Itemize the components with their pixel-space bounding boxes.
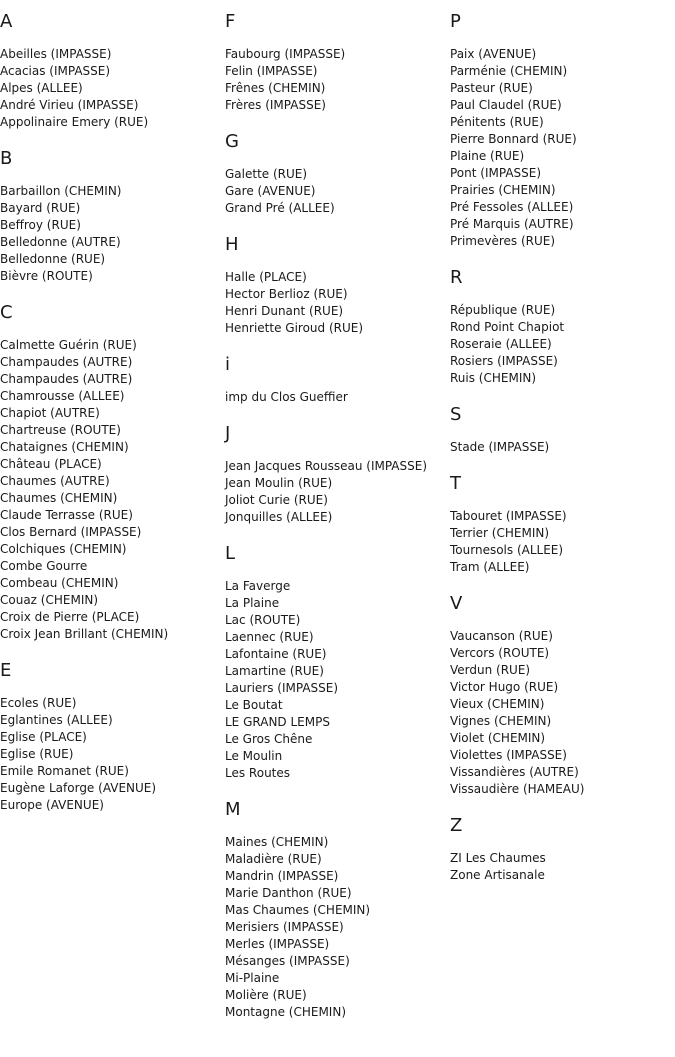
street-item: Montagne (CHEMIN)	[225, 1005, 346, 1019]
street-item: Champaudes (AUTRE)	[0, 372, 133, 386]
street-item: Pont (IMPASSE)	[450, 166, 542, 180]
street-item: Acacias (IMPASSE)	[0, 64, 111, 78]
letter-group-f	[225, 12, 427, 114]
letter-group-e	[0, 661, 168, 814]
street-item: Vaucanson (RUE)	[450, 629, 553, 643]
street-item: Paul Claudel (RUE)	[450, 98, 562, 112]
street-item: Belledonne (AUTRE)	[0, 235, 121, 249]
letter-group-s	[450, 405, 584, 456]
street-item: Jean Moulin (RUE)	[225, 476, 333, 490]
street-list	[225, 578, 427, 782]
letter-heading: H	[225, 234, 239, 255]
street-item: Le Boutat	[225, 698, 283, 712]
street-list	[225, 46, 427, 114]
letter-heading: B	[0, 148, 13, 169]
street-item: Lafontaine (RUE)	[225, 647, 327, 661]
street-item: Clos Bernard (IMPASSE)	[0, 525, 142, 539]
street-column-2	[225, 0, 427, 1039]
street-item: Croix Jean Brillant (CHEMIN)	[0, 627, 169, 641]
street-item: Felin (IMPASSE)	[225, 64, 318, 78]
street-item: Combeau (CHEMIN)	[0, 576, 119, 590]
street-item: Joliot Curie (RUE)	[225, 493, 328, 507]
street-item: Mésanges (IMPASSE)	[225, 954, 350, 968]
street-item: Chartreuse (ROUTE)	[0, 423, 121, 437]
street-item: Ecoles (RUE)	[0, 696, 77, 710]
letter-group-r	[450, 268, 584, 387]
street-item: Eglise (PLACE)	[0, 730, 87, 744]
street-item: Mas Chaumes (CHEMIN)	[225, 903, 371, 917]
street-item: Violettes (IMPASSE)	[450, 748, 567, 762]
street-item: Alpes (ALLEE)	[0, 81, 83, 95]
street-item: Rosiers (IMPASSE)	[450, 354, 558, 368]
street-item: Rond Point Chapiot	[450, 320, 565, 334]
street-item: Calmette Guérin (RUE)	[0, 338, 137, 352]
street-item: Bayard (RUE)	[0, 201, 81, 215]
street-item: La Faverge	[225, 579, 291, 593]
street-item: Vissaudière (HAMEAU)	[450, 782, 585, 796]
letter-heading: Z	[450, 815, 463, 836]
street-item: Laennec (RUE)	[225, 630, 314, 644]
street-item: Stade (IMPASSE)	[450, 440, 550, 454]
street-item: Le Moulin	[225, 749, 283, 763]
letter-heading: i	[225, 354, 231, 375]
letter-group-i	[225, 355, 427, 406]
street-item: Combe Gourre	[0, 559, 88, 573]
letter-group-g	[225, 132, 427, 217]
letter-heading: G	[225, 131, 239, 152]
street-item: Mi-Plaine	[225, 971, 280, 985]
street-list	[450, 302, 584, 387]
street-column-3	[450, 0, 584, 902]
street-item: Chaumes (AUTRE)	[0, 474, 110, 488]
street-item: Lac (ROUTE)	[225, 613, 301, 627]
street-item: Tournesols (ALLEE)	[450, 543, 564, 557]
street-item: Abeilles (IMPASSE)	[0, 47, 112, 61]
street-list	[450, 46, 584, 250]
letter-group-a	[0, 12, 168, 131]
letter-heading: C	[0, 302, 13, 323]
street-item: Eglantines (ALLEE)	[0, 713, 113, 727]
letter-group-j	[225, 424, 427, 526]
street-item: Jean Jacques Rousseau (IMPASSE)	[225, 459, 428, 473]
street-item: Roseraie (ALLEE)	[450, 337, 552, 351]
street-item: Pré Fessoles (ALLEE)	[450, 200, 574, 214]
street-item: Lauriers (IMPASSE)	[225, 681, 339, 695]
street-item: Zone Artisanale	[450, 868, 545, 882]
street-item: Tram (ALLEE)	[450, 560, 530, 574]
street-list	[225, 834, 427, 1021]
street-item: ZI Les Chaumes	[450, 851, 546, 865]
street-item: Appolinaire Emery (RUE)	[0, 115, 149, 129]
street-item: Halle (PLACE)	[225, 270, 307, 284]
street-item: Henri Dunant (RUE)	[225, 304, 344, 318]
letter-heading: S	[450, 404, 462, 425]
street-list	[225, 166, 427, 217]
street-item: Emile Romanet (RUE)	[0, 764, 129, 778]
street-list	[450, 439, 584, 456]
street-item: Vercors (ROUTE)	[450, 646, 550, 660]
street-list	[450, 508, 584, 576]
street-list	[450, 850, 584, 884]
letter-heading: A	[0, 11, 13, 32]
street-item: Prairies (CHEMIN)	[450, 183, 556, 197]
street-item: Europe (AVENUE)	[0, 798, 104, 812]
street-item: Paix (AVENUE)	[450, 47, 537, 61]
street-item: Chapiot (AUTRE)	[0, 406, 100, 420]
street-item: Bièvre (ROUTE)	[0, 269, 93, 283]
street-item: Pierre Bonnard (RUE)	[450, 132, 577, 146]
street-item: LE GRAND LEMPS	[225, 715, 330, 729]
street-list	[0, 183, 168, 285]
letter-group-t	[450, 474, 584, 576]
street-item: Pré Marquis (AUTRE)	[450, 217, 574, 231]
street-item: André Virieu (IMPASSE)	[0, 98, 139, 112]
street-item: Barbaillon (CHEMIN)	[0, 184, 122, 198]
street-item: Croix de Pierre (PLACE)	[0, 610, 140, 624]
street-item: Galette (RUE)	[225, 167, 308, 181]
letter-heading: F	[225, 11, 236, 32]
letter-group-l	[225, 544, 427, 782]
street-item: Plaine (RUE)	[450, 149, 525, 163]
street-item: Vieux (CHEMIN)	[450, 697, 545, 711]
street-item: Beffroy (RUE)	[0, 218, 81, 232]
letter-heading: J	[225, 423, 231, 444]
street-item: Champaudes (AUTRE)	[0, 355, 133, 369]
street-item: Eglise (RUE)	[0, 747, 74, 761]
street-column-1	[0, 0, 168, 832]
street-list	[225, 389, 427, 406]
street-item: Château (PLACE)	[0, 457, 102, 471]
street-item: Maladière (RUE)	[225, 852, 322, 866]
street-item: Vignes (CHEMIN)	[450, 714, 552, 728]
street-list	[450, 628, 584, 798]
street-item: Lamartine (RUE)	[225, 664, 324, 678]
street-item: Violet (CHEMIN)	[450, 731, 546, 745]
street-item: Victor Hugo (RUE)	[450, 680, 559, 694]
street-list	[225, 458, 427, 526]
street-item: Pénitents (RUE)	[450, 115, 544, 129]
street-item: Hector Berlioz (RUE)	[225, 287, 348, 301]
street-item: Les Routes	[225, 766, 291, 780]
street-item: Frères (IMPASSE)	[225, 98, 326, 112]
letter-heading: P	[450, 11, 461, 32]
letter-group-p	[450, 12, 584, 250]
street-item: Tabouret (IMPASSE)	[450, 509, 567, 523]
street-item: Henriette Giroud (RUE)	[225, 321, 364, 335]
letter-heading: E	[0, 660, 12, 681]
letter-heading: V	[450, 593, 463, 614]
street-item: Merisiers (IMPASSE)	[225, 920, 344, 934]
street-item: Ruis (CHEMIN)	[450, 371, 537, 385]
letter-group-z	[450, 816, 584, 884]
street-item: Colchiques (CHEMIN)	[0, 542, 127, 556]
street-item: République (RUE)	[450, 303, 556, 317]
street-item: imp du Clos Gueffier	[225, 390, 348, 404]
street-item: Jonquilles (ALLEE)	[225, 510, 333, 524]
street-item: Pasteur (RUE)	[450, 81, 533, 95]
letter-group-v	[450, 594, 584, 798]
street-item: Vissandières (AUTRE)	[450, 765, 579, 779]
letter-heading: L	[225, 543, 236, 564]
letter-heading: R	[450, 267, 463, 288]
letter-group-c	[0, 303, 168, 643]
street-item: Chataignes (CHEMIN)	[0, 440, 129, 454]
street-item: Marie Danthon (RUE)	[225, 886, 352, 900]
street-item: Couaz (CHEMIN)	[0, 593, 99, 607]
street-item: Terrier (CHEMIN)	[450, 526, 550, 540]
street-item: Chaumes (CHEMIN)	[0, 491, 118, 505]
street-item: Le Gros Chêne	[225, 732, 313, 746]
street-item: Frênes (CHEMIN)	[225, 81, 326, 95]
letter-group-b	[0, 149, 168, 285]
street-list	[225, 269, 427, 337]
street-item: Primevères (RUE)	[450, 234, 556, 248]
street-list	[0, 337, 168, 643]
street-item: Maines (CHEMIN)	[225, 835, 329, 849]
street-item: La Plaine	[225, 596, 280, 610]
street-item: Gare (AVENUE)	[225, 184, 316, 198]
street-item: Grand Pré (ALLEE)	[225, 201, 335, 215]
letter-group-m	[225, 800, 427, 1021]
street-item: Chamrousse (ALLEE)	[0, 389, 125, 403]
street-item: Belledonne (RUE)	[0, 252, 106, 266]
street-item: Merles (IMPASSE)	[225, 937, 330, 951]
letter-heading: M	[225, 799, 241, 820]
street-item: Claude Terrasse (RUE)	[0, 508, 133, 522]
street-item: Molière (RUE)	[225, 988, 307, 1002]
street-list	[0, 695, 168, 814]
street-list	[0, 46, 168, 131]
street-item: Parménie (CHEMIN)	[450, 64, 568, 78]
letter-group-h	[225, 235, 427, 337]
street-item: Eugène Laforge (AVENUE)	[0, 781, 157, 795]
street-item: Mandrin (IMPASSE)	[225, 869, 339, 883]
street-item: Verdun (RUE)	[450, 663, 531, 677]
letter-heading: T	[450, 473, 461, 494]
street-item: Faubourg (IMPASSE)	[225, 47, 346, 61]
